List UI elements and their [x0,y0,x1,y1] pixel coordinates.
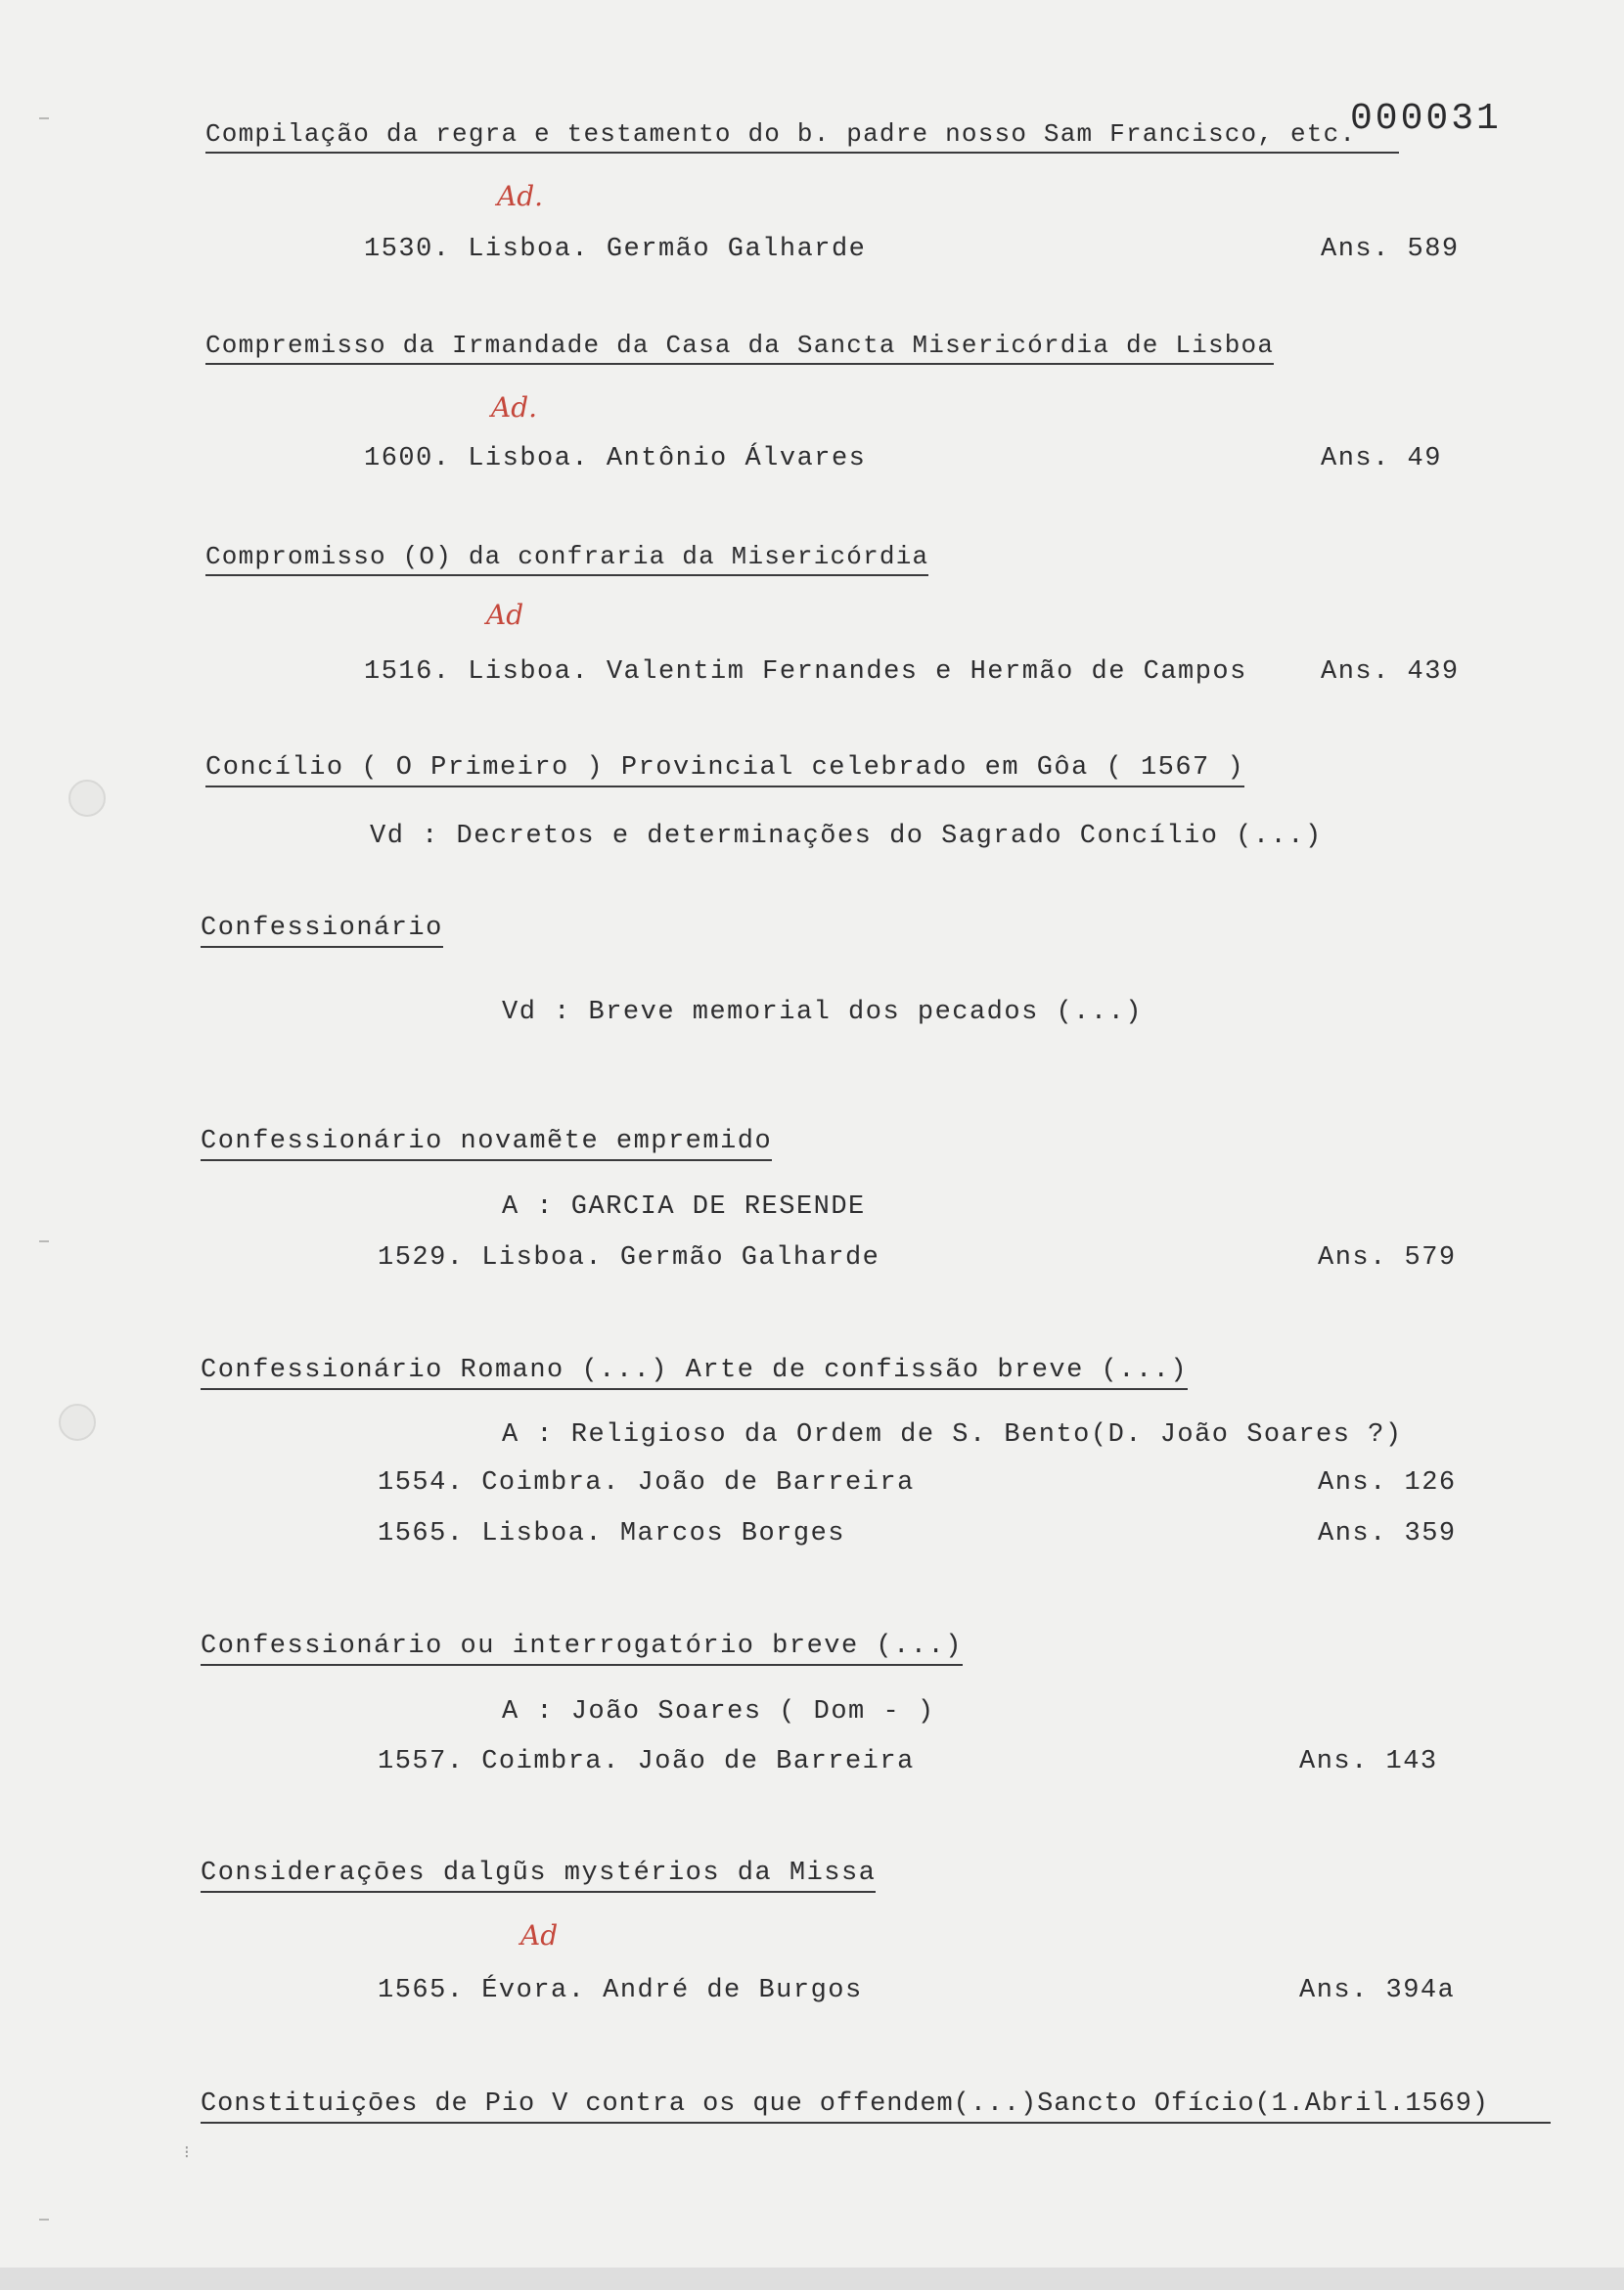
author-line: A : GARCIA DE RESENDE [502,1192,866,1222]
see-reference: Vd : Breve memorial dos pecados (...) [502,998,1143,1027]
entry-title: Confessionário Romano (...) Arte de confissão breve (...) [201,1354,1188,1390]
imprint-line: 1600. Lisboa. Antônio Álvares [364,444,867,473]
ad-mark: Ad. [497,180,544,212]
imprint-ref: Ans. 126 [1318,1468,1457,1498]
imprint-line: 1565. Lisboa. Marcos Borges [378,1519,845,1549]
margin-tick [39,2219,49,2221]
ad-mark: Ad [486,599,524,631]
imprint-line: 1530. Lisboa. Germão Galharde [364,235,867,264]
folio-number: 000031 [1350,98,1502,140]
entry-title: Constituiçōes de Pio V contra os que offendem(...)Sancto Ofício(1.Abril.1569) [201,2088,1551,2124]
ad-mark: Ad [520,1919,559,1952]
see-reference: Vd : Decretos e determinações do Sagrado Concílio (...) [370,822,1323,851]
imprint-line: 1529. Lisboa. Germão Galharde [378,1243,880,1273]
imprint-line: 1516. Lisboa. Valentim Fernandes e Hermão de Campos [364,657,1247,687]
entry-title: Compromisso (O) da confraria da Misericórdia [205,540,928,576]
ad-mark: Ad. [491,391,538,424]
scan-edge [0,2268,1624,2290]
imprint-line: 1557. Coimbra. João de Barreira [378,1747,915,1776]
scan-smudge: ⁝ [184,2144,190,2164]
imprint-ref: Ans. 589 [1321,235,1460,264]
entry-title: Consideraçōes dalgũs mystérios da Missa [201,1857,876,1893]
entry-title: Confessionário [201,912,443,948]
imprint-line: 1565. Évora. André de Burgos [378,1976,863,2005]
margin-tick [39,1240,49,1242]
imprint-ref: Ans. 394a [1299,1976,1456,2005]
imprint-line: 1554. Coimbra. João de Barreira [378,1468,915,1498]
entry-title: Compremisso da Irmandade da Casa da Sancta Misericórdia de Lisboa [205,329,1274,365]
imprint-ref: Ans. 49 [1321,444,1442,473]
author-line: A : João Soares ( Dom - ) [502,1697,935,1727]
punch-hole [59,1404,96,1441]
margin-tick [39,117,49,119]
entry-title: Confessionário ou interrogatório breve (...) [201,1630,963,1666]
entry-title: Concílio ( O Primeiro ) Provincial celebrado em Gôa ( 1567 ) [205,751,1244,787]
entry-title: Compilação da regra e testamento do b. padre nosso Sam Francisco, etc. [205,117,1399,154]
imprint-ref: Ans. 579 [1318,1243,1457,1273]
imprint-ref: Ans. 439 [1321,657,1460,687]
imprint-ref: Ans. 359 [1318,1519,1457,1549]
punch-hole [68,780,106,817]
author-line: A : Religioso da Ordem de S. Bento(D. João Soares ?) [502,1420,1403,1450]
entry-title: Confessionário novamẽte empremido [201,1125,772,1161]
imprint-ref: Ans. 143 [1299,1747,1438,1776]
